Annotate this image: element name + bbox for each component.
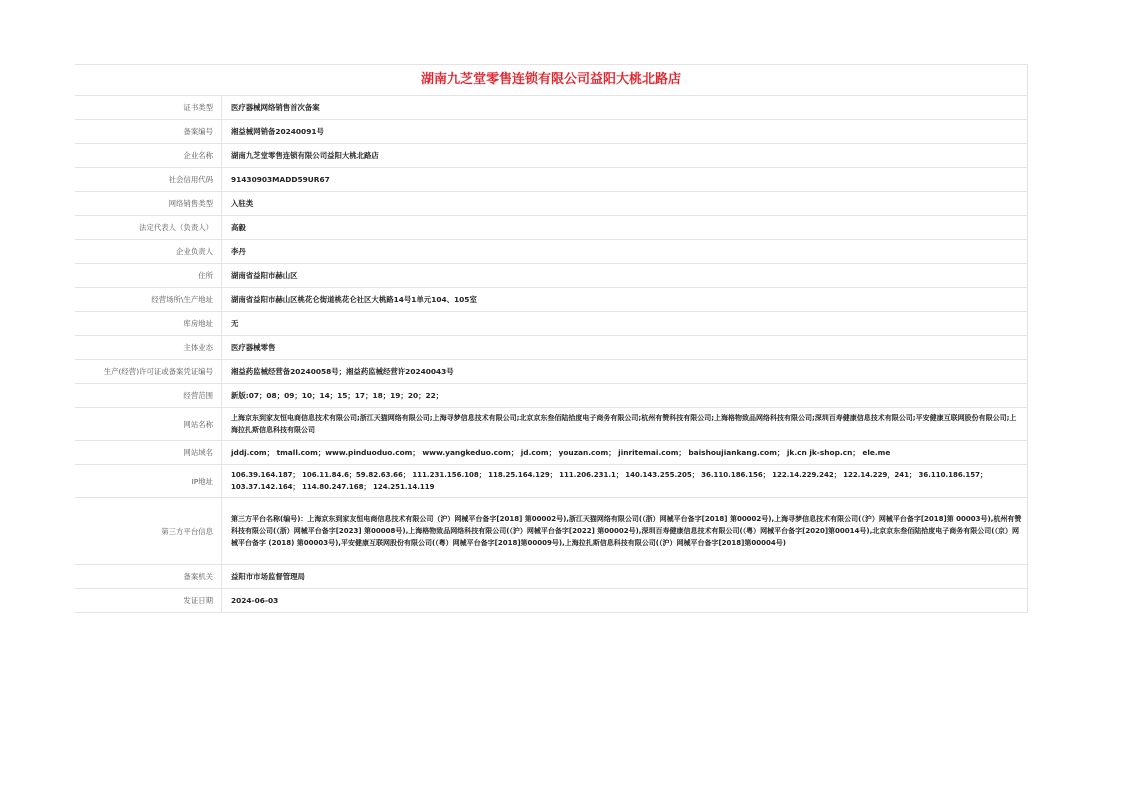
table-row [75,288,1028,312]
row-label: 第三方平台信息 [75,498,222,565]
row-value: 湘益械网销备20240091号 [222,120,1028,144]
row-label: 网站名称 [75,408,222,441]
row-value: 91430903MADD59UR67 [222,168,1028,192]
row-label: 网络销售类型 [75,192,222,216]
table-row [75,96,1028,120]
page-title: 湖南九芝堂零售连锁有限公司益阳大桃北路店 [75,64,1028,95]
row-value: 湖南九芝堂零售连锁有限公司益阳大桃北路店 [222,144,1028,168]
row-label: IP地址 [75,465,222,498]
row-value: 新版:07；08；09；10；14；15；17；18；19；20；22； [222,384,1028,408]
row-label: 主体业态 [75,336,222,360]
row-value: 湖南省益阳市赫山区 [222,264,1028,288]
row-label: 住所 [75,264,222,288]
row-value: 李丹 [222,240,1028,264]
row-value: 益阳市市场监督管理局 [222,565,1028,589]
table-row [75,192,1028,216]
table-row [75,360,1028,384]
table-row [75,240,1028,264]
row-value: 2024-06-03 [222,589,1028,613]
table-row [75,441,1028,465]
row-label: 生产(经营)许可证或备案凭证编号 [75,360,222,384]
record-sheet [75,64,1028,613]
row-label: 备案机关 [75,565,222,589]
table-row [75,120,1028,144]
table-row [75,465,1028,498]
table-row [75,336,1028,360]
row-label: 经营场所\生产地址 [75,288,222,312]
row-label: 库房地址 [75,312,222,336]
row-label: 证书类型 [75,96,222,120]
row-label: 备案编号 [75,120,222,144]
row-value: 湖南省益阳市赫山区桃花仑街道桃花仑社区大桃路14号1单元104、105室 [222,288,1028,312]
row-value: 106.39.164.187； 106.11.84.6；59.82.63.66； 111.231.156.108； 118.25.164.129； 111.206.231.1； 140.143.255.205； 36.110.186.156； 122.14.229.242； 122.14.229，241； 36.110.186.157； 103.37.142.164； 114.80.247.168； 124.251.14.119 [222,465,1028,498]
table-row [75,312,1028,336]
row-label: 法定代表人（负责人） [75,216,222,240]
table-row [75,168,1028,192]
table-row [75,216,1028,240]
row-label: 网站域名 [75,441,222,465]
table-row [75,264,1028,288]
table-row [75,384,1028,408]
table-row [75,565,1028,589]
row-label: 发证日期 [75,589,222,613]
row-label: 社会信用代码 [75,168,222,192]
table-row [75,408,1028,441]
row-label: 经营范围 [75,384,222,408]
row-label: 企业负责人 [75,240,222,264]
row-value: jddj.com； tmall.com；www.pinduoduo.com； www.yangkeduo.com； jd.com； youzan.com； jinritemai.com； baishoujiankang.com； jk.cn jk-shop.cn； ele.me [222,441,1028,465]
row-value: 上海京东到家友恒电商信息技术有限公司;浙江天猫网络有限公司;上海寻梦信息技术有限公司;北京京东叁佰陆拾度电子商务有限公司;杭州有赞科技有限公司;上海格物致品网络科技有限公司;深圳百寿健康信息技术有限公司;平安健康互联网股份有限公司;上海拉扎斯信息科技有限公司 [222,408,1028,441]
row-label: 企业名称 [75,144,222,168]
table-row [75,498,1028,565]
record-table [75,95,1028,613]
row-value: 湘益药监械经营备20240058号；湘益药监械经营许20240043号 [222,360,1028,384]
row-value: 高毅 [222,216,1028,240]
row-value: 第三方平台名称(编号)：上海京东到家友恒电商信息技术有限公司（沪）网械平台备字[2018] 第00002号),浙江天猫网络有限公司(（浙）网械平台备字[2018] 第00002号),上海寻梦信息技术有限公司(（沪）网械平台备字[2018]第 00003号),杭州有赞科技有限公司(（浙）网械平台备字[2023] 第00008号),上海格物致品网络科技有限公司(（沪）网械平台备字[2022] 第00002号),深圳百寿健康信息技术有限公司(（粤）网械平台备字[2020]第00014号),北京京东叁佰陆拾度电子商务有限公司(（京）网械平台备字 (2018) 第00003号),平安健康互联网股份有限公司(（粤）网械平台备字[2018]第00009号),上海拉扎斯信息科技有限公司(（沪）网械平台备字[2018]第00004号) [222,498,1028,565]
table-row [75,589,1028,613]
table-row [75,144,1028,168]
row-value: 医疗器械网络销售首次备案 [222,96,1028,120]
row-value: 医疗器械零售 [222,336,1028,360]
row-value: 无 [222,312,1028,336]
row-value: 入驻类 [222,192,1028,216]
